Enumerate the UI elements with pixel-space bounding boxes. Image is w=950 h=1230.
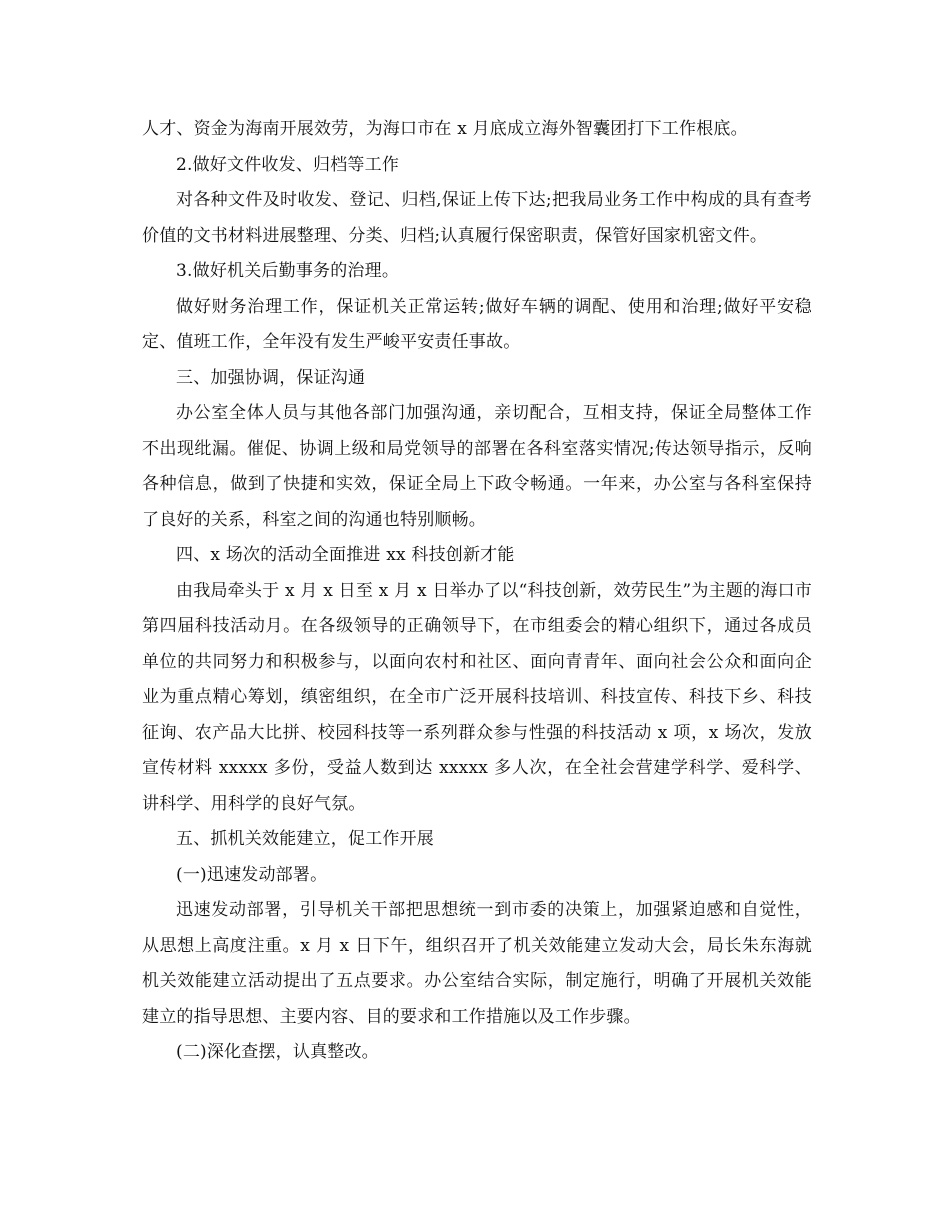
body-paragraph: 做好财务治理工作，保证机关正常运转;做好车辆的调配、使用和治理;做好平安稳定、值班工作，全年没有发生严峻平安责任事故。 — [142, 296, 812, 352]
paragraph-continuation: 人才、资金为海南开展效劳，为海口市在 x 月底成立海外智囊团打下工作根底。 — [142, 119, 748, 139]
body-paragraph: 办公室全体人员与其他各部门加强沟通，亲切配合，互相支持，保证全局整体工作不出现纰漏。催促、协调上级和局党领导的部署在各科室落实情况;传达领导指示，反响各种信息，做到了快捷和实效，保证全局上下政令畅通。一年来，办公室与各科室保持了良好的关系，科室之间的沟通也特别顺畅。 — [142, 403, 812, 530]
section-heading-three: 三、加强协调，保证沟通 — [176, 367, 366, 388]
subsection-heading-1: (一)迅速发动部署。 — [176, 864, 328, 885]
subsection-heading-2: (二)深化查摆，认真整改。 — [176, 1042, 379, 1062]
section-heading-four: 四、x 场次的活动全面推进 xx 科技创新才能 — [176, 545, 515, 565]
document-body — [142, 112, 812, 1071]
section-heading-3: 3.做好机关后勤事务的治理。 — [176, 261, 400, 281]
body-paragraph: 迅速发动部署，引导机关干部把思想统一到市委的决策上，加强紧迫感和自觉性，从思想上高度注重。x 月 x 日下午，组织召开了机关效能建立发动大会，局长朱东海就机关效能建立活动提出了五点要求。办公室结合实际，制定施行，明确了开展机关效能建立的指导思想、主要内容、目的要求和工作措施以及工作步骤。 — [142, 900, 812, 1027]
body-paragraph: 由我局牵头于 x 月 x 日至 x 月 x 日举办了以“科技创新，效劳民生”为主题的海口市第四届科技活动月。在各级领导的正确领导下，在市组委会的精心组织下，通过各成员单位的共同努力和积极参与，以面向农村和社区、面向青青年、面向社会公众和面向企业为重点精心筹划，缜密组织，在全市广泛开展科技培训、科技宣传、科技下乡、科技征询、农产品大比拼、校园科技等一系列群众参与性强的科技活动 x 项，x 场次，发放宣传材料 xxxxx 多份，受益人数到达 xxxxx 多人次，在全社会营建学科学、爱科学、讲科学、用科学的良好气氛。 — [142, 580, 812, 814]
section-heading-five: 五、抓机关效能建立，促工作开展 — [176, 829, 434, 849]
body-paragraph: 对各种文件及时收发、登记、归档,保证上传下达;把我局业务工作中构成的具有查考价值的文书材料进展整理、分类、归档;认真履行保密职责，保管好国家机密文件。 — [142, 190, 812, 246]
section-heading-2: 2.做好文件收发、归档等工作 — [176, 154, 400, 175]
